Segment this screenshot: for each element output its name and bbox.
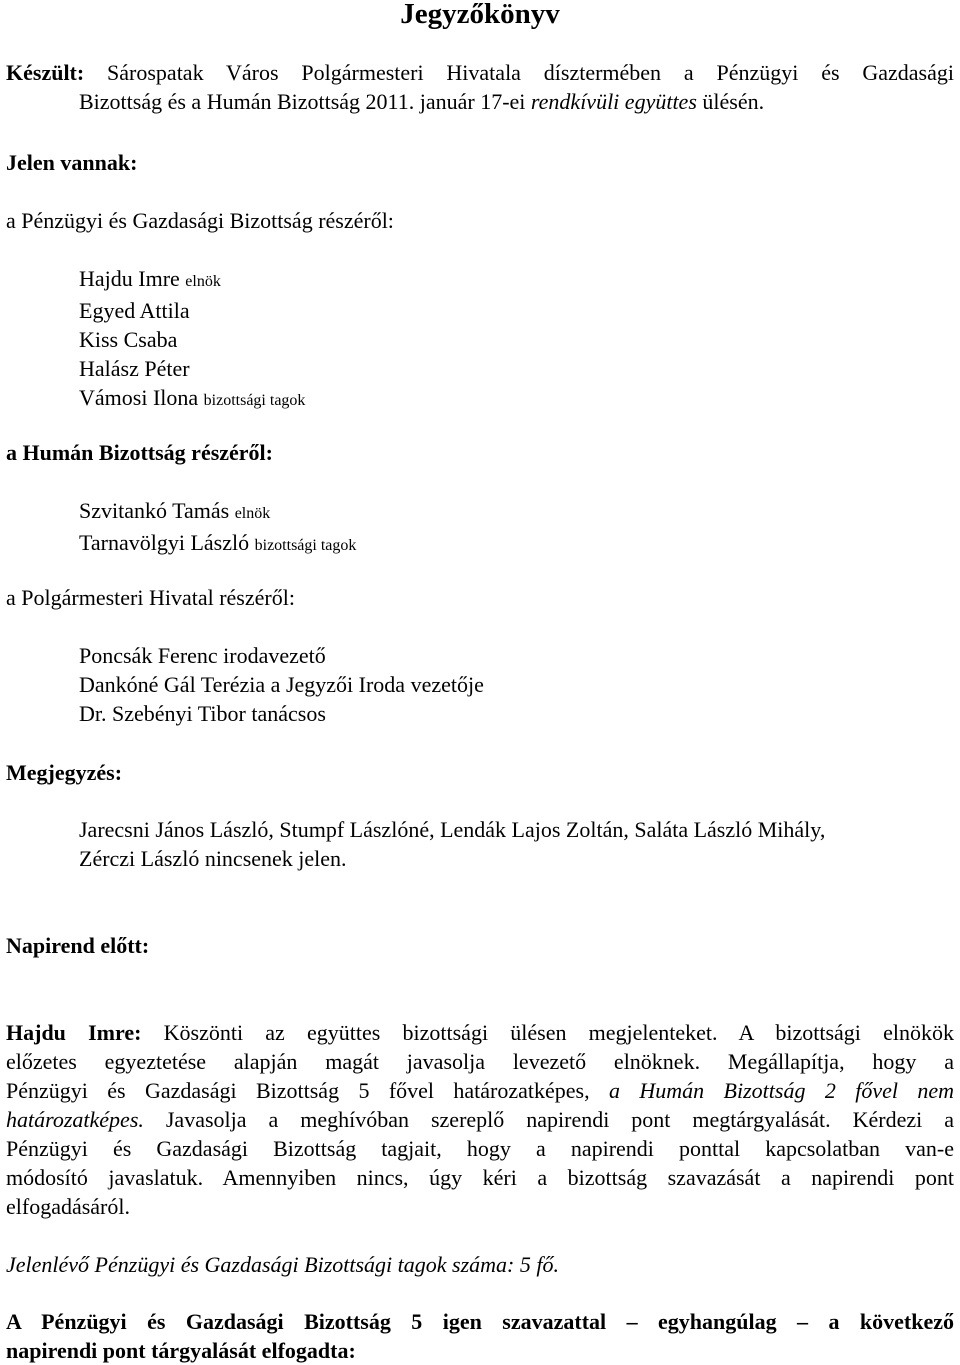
member-role: elnök: [234, 505, 271, 522]
keszult-paragraph: [6, 58, 954, 116]
vote-result: [6, 1307, 954, 1365]
megjegyzes-line: Jarecsni János László, Stumpf Lászlóné, Lendák Lajos Zoltán, Saláta László Mihály,: [79, 817, 826, 842]
member-row: [79, 296, 954, 325]
document-title: Jegyzőkönyv: [400, 0, 560, 30]
staff-row: Dr. Szebényi Tibor tanácsos: [79, 701, 326, 726]
member-row: [79, 496, 954, 528]
penzugyi-members: [79, 264, 954, 415]
member-name: Kiss Csaba: [79, 327, 178, 352]
jelenlevo-note: Jelenlévő Pénzügyi és Gazdasági Bizottsági tagok száma: 5 fő.: [6, 1252, 559, 1277]
keszult-text-2: Bizottság és a Humán Bizottság 2011. január 17-ei: [79, 89, 526, 114]
member-name: Egyed Attila: [79, 298, 190, 323]
hivatal-heading: a Polgármesteri Hivatal részéről:: [6, 585, 295, 610]
staff-row: Dankóné Gál Terézia a Jegyzői Iroda vezetője: [79, 672, 484, 697]
hajdu-line: elfogadásáról.: [6, 1194, 130, 1219]
member-name: Hajdu Imre: [79, 266, 180, 291]
hajdu-line: előzetes egyeztetése alapján magát javasolja levezető elnöknek. Megállapítja, hogy a: [6, 1049, 954, 1074]
vote-line: napirendi pont tárgyalását elfogadta:: [6, 1338, 356, 1363]
hajdu-line: Pénzügyi és Gazdasági Bizottság 5 fővel határozatképes,: [6, 1078, 590, 1103]
jelen-label: Jelen vannak:: [6, 150, 138, 175]
vote-line: A Pénzügyi és Gazdasági Bizottság 5 igen szavazattal – egyhangúlag – a következő: [6, 1309, 954, 1334]
speaker-name: Hajdu Imre:: [6, 1020, 142, 1045]
staff-row: Poncsák Ferenc irodavezető: [79, 643, 326, 668]
member-name: Szvitankó Tamás: [79, 498, 230, 523]
keszult-text-1: Sárospatak Város Polgármesteri Hivatala dísztermében a Pénzügyi és Gazdasági: [107, 60, 954, 85]
member-row: [79, 325, 954, 354]
hajdu-line-italic: a Humán Bizottság 2 fővel nem: [609, 1078, 955, 1103]
megjegyzes-label: Megjegyzés:: [6, 760, 123, 785]
napirend-label: Napirend előtt:: [6, 933, 150, 958]
hajdu-line-italic: határozatképes.: [6, 1107, 144, 1132]
keszult-label: Készült:: [6, 60, 85, 85]
member-row: [79, 354, 954, 383]
megjegyzes-line: Zérczi László nincsenek jelen.: [79, 846, 347, 871]
human-heading: a Humán Bizottság részéről:: [6, 440, 273, 465]
member-name: Vámosi Ilona: [79, 385, 199, 410]
member-role: elnök: [185, 273, 221, 290]
hajdu-line: Köszönti az együttes bizottsági ülésen megjelenteket. A bizottsági elnökök: [163, 1020, 954, 1045]
member-name: Tarnavölgyi László: [79, 530, 250, 555]
member-row: [79, 264, 954, 296]
penzugyi-heading: a Pénzügyi és Gazdasági Bizottság részéről:: [6, 208, 394, 233]
member-name: Halász Péter: [79, 356, 190, 381]
hajdu-paragraph: [6, 1018, 954, 1221]
keszult-text-end: ülésén.: [702, 89, 765, 114]
hajdu-line: Javasolja a meghívóban szereplő napirendi pont megtárgyalását. Kérdezi a: [165, 1107, 955, 1132]
member-row: [79, 528, 954, 560]
hivatal-members: [79, 641, 954, 728]
hajdu-line: módosító javaslatuk. Amennyiben nincs, úgy kéri a bizottság szavazását a napirendi pont: [6, 1165, 954, 1190]
megjegyzes-text: [79, 815, 954, 873]
member-role: bizottsági tagok: [254, 537, 357, 554]
hajdu-line: Pénzügyi és Gazdasági Bizottság tagjait, hogy a napirendi ponttal kapcsolatban van-e: [6, 1136, 954, 1161]
human-members: [79, 496, 954, 560]
member-row: [79, 383, 954, 415]
member-role: bizottsági tagok: [203, 392, 306, 409]
keszult-text-italic: rendkívüli együttes: [530, 89, 697, 114]
